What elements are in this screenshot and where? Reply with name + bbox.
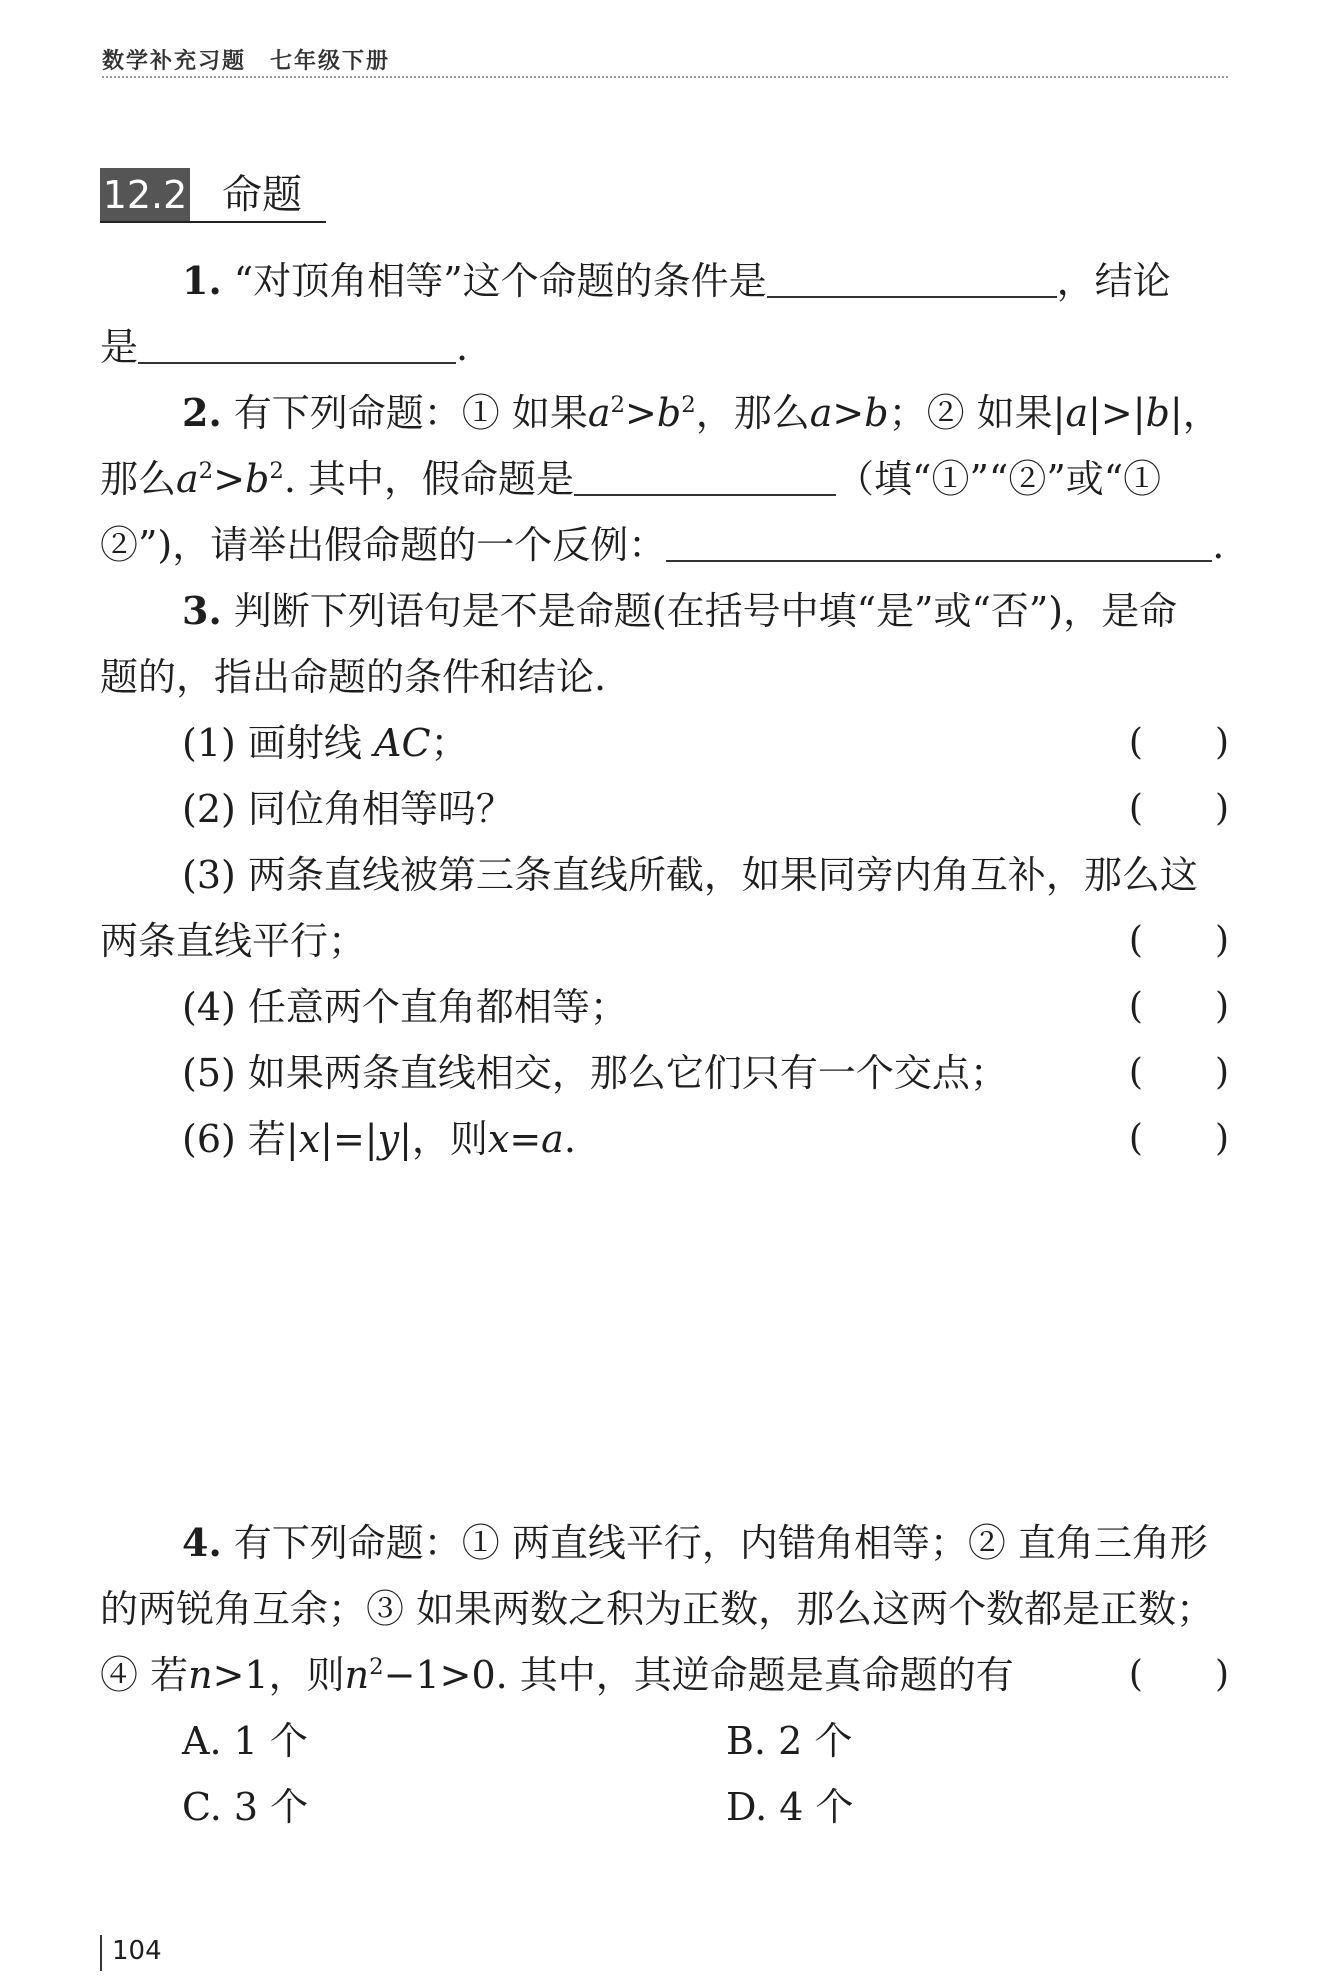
q3-item1: (1) 画射线 AC； [182, 721, 469, 765]
page-number: 104 [112, 1936, 162, 1966]
q4-option-c[interactable]: C. 3 个 [182, 1785, 309, 1829]
q4-line1: 4. 有下列命题：① 两直线平行，内错角相等；② 直角三角形 [182, 1520, 1208, 1565]
q4-number: 4. [182, 1520, 222, 1565]
q3-answer-paren-3[interactable]: ( ) [1128, 920, 1229, 961]
section-underline [100, 221, 326, 223]
q3-item3-line2: 两条直线平行； [100, 919, 367, 963]
running-header: 数学补充习题 七年级下册 [102, 49, 391, 74]
q3-item3-line1: (3) 两条直线被第三条直线所截，如果同旁内角互补，那么这 [182, 853, 1198, 897]
q2-number: 2. [182, 390, 222, 435]
q3-item5: (5) 如果两条直线相交，那么它们只有一个交点； [182, 1051, 1008, 1095]
q1-number: 1. [182, 258, 222, 303]
section-title: 命题 [222, 172, 302, 218]
q3-answer-paren-2[interactable]: ( ) [1128, 788, 1229, 829]
q3-answer-paren-5[interactable]: ( ) [1128, 1052, 1229, 1093]
q1-line1: 1. “对顶角相等”这个命题的条件是 ，结论 [182, 258, 1171, 303]
q3-line2: 题的，指出命题的条件和结论. [100, 655, 607, 699]
q1-line2: 是 . [100, 325, 469, 369]
q3-line1: 3. 判断下列语句是不是命题(在括号中填“是”或“否”)，是命 [182, 588, 1178, 633]
q4-line3: ④ 若n>1，则$n^2-1>0$. 其中，其逆命题是真命题的有 [100, 1653, 1014, 1697]
q2-blank-false-proposition[interactable] [574, 460, 836, 496]
q3-answer-paren-1[interactable]: ( ) [1128, 722, 1229, 763]
page-number-bar [100, 1935, 102, 1971]
header-divider [102, 76, 1228, 78]
q1-blank-condition[interactable] [767, 262, 1057, 298]
q4-line2: 的两锐角互余；③ 如果两数之积为正数，那么这两个数都是正数； [100, 1587, 1215, 1631]
q4-option-a[interactable]: A. 1 个 [182, 1719, 308, 1763]
q2-line1: 2. 有下列命题：① 如果$a^2>b^2$，那么a>b；② 如果|a|>|b|， [182, 390, 1221, 435]
q3-answer-paren-4[interactable]: ( ) [1128, 986, 1229, 1027]
q2-line2: 那么$a^2>b^2$. 其中，假命题是 （填“①”“②”或“① [100, 457, 1162, 501]
q2-blank-counterexample[interactable] [666, 526, 1212, 562]
q4-option-b[interactable]: B. 2 个 [726, 1719, 853, 1763]
q3-item4: (4) 任意两个直角都相等； [182, 985, 628, 1029]
q3-number: 3. [182, 588, 222, 633]
q3-item6: (6) 若|x|=|y|，则x=a. [182, 1117, 576, 1161]
q4-option-d[interactable]: D. 4 个 [726, 1785, 854, 1829]
q2-line3: ②”)，请举出假命题的一个反例： . [100, 523, 1225, 567]
q3-answer-paren-6[interactable]: ( ) [1128, 1118, 1229, 1159]
q1-blank-conclusion[interactable] [138, 328, 456, 364]
q4-answer-paren[interactable]: ( ) [1128, 1654, 1229, 1695]
section-number: 12.2 [100, 168, 190, 222]
q3-item2: (2) 同位角相等吗？ [182, 787, 514, 831]
